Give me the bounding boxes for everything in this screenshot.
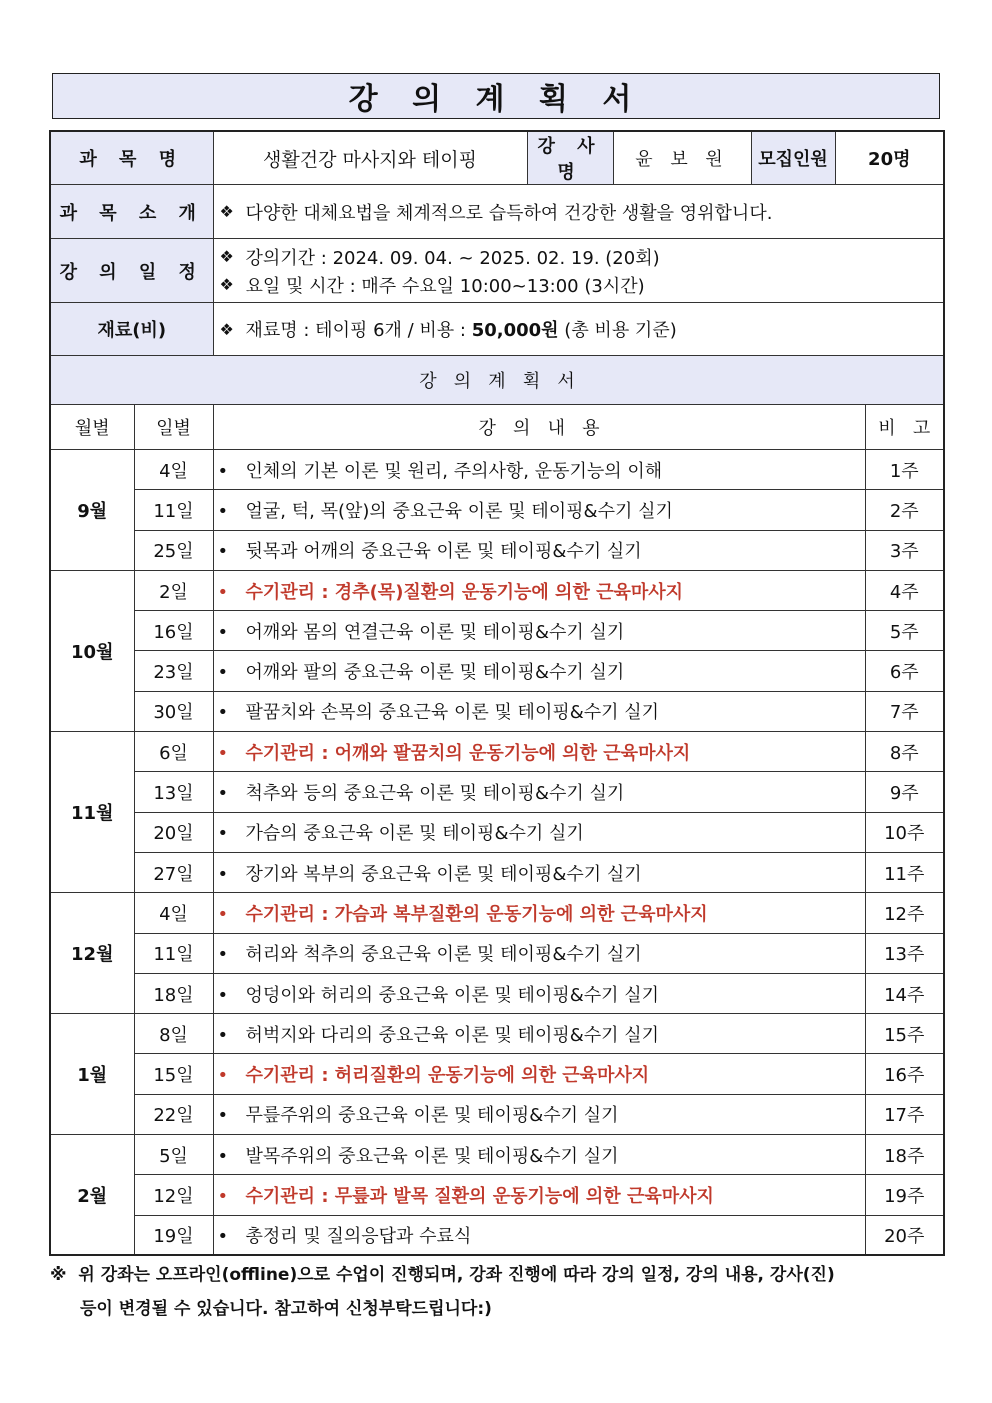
- lecture-content-text: 수기관리 : 무릎과 발목 질환의 운동기능에 의한 근육마사지: [245, 1185, 714, 1207]
- schedule-row: [50, 1215, 944, 1255]
- col-day-header: 일별: [134, 405, 213, 450]
- lecture-content-cell: [213, 933, 865, 973]
- schedule-row: [50, 490, 944, 530]
- lecture-content-text: 어깨와 몸의 연결근육 이론 및 테이핑&수기 실기: [245, 621, 625, 643]
- month-cell: 2월: [50, 1135, 134, 1256]
- lecture-content-text: 수기관리 : 허리질환의 운동기능에 의한 근육마사지: [245, 1065, 650, 1087]
- intro-cell: [213, 185, 944, 239]
- bullet-icon: •: [217, 944, 229, 966]
- schedule-row: [50, 973, 944, 1013]
- lecture-content-text: 수기관리 : 어깨와 팔꿈치의 운동기능에 의한 근육마사지: [245, 742, 691, 764]
- diamond-bullet-icon: ❖: [219, 319, 234, 339]
- schedule-row: [50, 611, 944, 651]
- lecture-content-text: 척추와 등의 중요근육 이론 및 테이핑&수기 실기: [245, 783, 625, 805]
- material-cell: [213, 303, 944, 356]
- lecture-content-text: 무릎주위의 중요근육 이론 및 테이핑&수기 실기: [245, 1105, 619, 1127]
- course-plan-table: [49, 130, 945, 1256]
- schedule-row: [50, 1094, 944, 1134]
- lecture-content-text: 허벅지와 다리의 중요근육 이론 및 테이핑&수기 실기: [245, 1024, 660, 1046]
- lecture-content-text: 수기관리 : 가슴과 복부질환의 운동기능에 의한 근육마사지: [245, 903, 708, 925]
- week-note-cell: 20주: [865, 1215, 944, 1255]
- material-cost: 50,000원: [471, 320, 559, 341]
- schedule-row: [50, 691, 944, 731]
- bullet-icon: •: [217, 742, 229, 764]
- day-cell: 8일: [134, 1014, 213, 1054]
- diamond-bullet-icon: ❖: [219, 247, 234, 266]
- intro-text: 다양한 대체요법을 체계적으로 습득하여 건강한 생활을 영위합니다.: [245, 202, 773, 224]
- lecture-content-cell: [213, 772, 865, 812]
- week-note-cell: 11주: [865, 852, 944, 892]
- lecture-content-text: 어깨와 팔의 중요근육 이론 및 테이핑&수기 실기: [245, 662, 625, 684]
- day-cell: 27일: [134, 852, 213, 892]
- week-note-cell: 4주: [865, 570, 944, 610]
- lecture-content-text: 총정리 및 질의응답과 수료식: [245, 1226, 472, 1248]
- day-cell: 25일: [134, 530, 213, 570]
- lecture-content-text: 장기와 복부의 중요근육 이론 및 테이핑&수기 실기: [245, 863, 642, 885]
- schedule-row: [50, 1054, 944, 1094]
- lecture-content-text: 얼굴, 턱, 목(앞)의 중요근육 이론 및 테이핑&수기 실기: [245, 500, 673, 522]
- col-month-header: 월별: [50, 405, 134, 450]
- month-cell: 11월: [50, 732, 134, 893]
- schedule-row: [50, 852, 944, 892]
- bullet-icon: •: [217, 903, 229, 925]
- schedule-row: [50, 893, 944, 933]
- lecture-content-text: 인체의 기본 이론 및 원리, 주의사항, 운동기능의 이해: [245, 460, 663, 482]
- day-cell: 12일: [134, 1175, 213, 1215]
- week-note-cell: 1주: [865, 450, 944, 490]
- day-cell: 22일: [134, 1094, 213, 1134]
- week-note-cell: 3주: [865, 530, 944, 570]
- schedule-row: [50, 570, 944, 610]
- week-note-cell: 17주: [865, 1094, 944, 1134]
- bullet-icon: •: [217, 783, 229, 805]
- schedule-row: [50, 651, 944, 691]
- lecture-content-cell: [213, 1014, 865, 1054]
- lecture-content-cell: [213, 1175, 865, 1215]
- lecture-content-cell: [213, 490, 865, 530]
- instructor-value: 윤 보 원: [613, 131, 751, 185]
- course-material-row: [50, 303, 944, 356]
- lecture-content-text: 발목주위의 중요근육 이론 및 테이핑&수기 실기: [245, 1145, 619, 1167]
- intro-label: 과 목 소 개: [50, 185, 213, 239]
- day-cell: 4일: [134, 893, 213, 933]
- capacity-value: 20명: [835, 131, 944, 185]
- capacity-label: 모집인원: [751, 131, 835, 185]
- lecture-content-text: 허리와 척추의 중요근육 이론 및 테이핑&수기 실기: [245, 944, 642, 966]
- month-cell: 10월: [50, 570, 134, 731]
- week-note-cell: 16주: [865, 1054, 944, 1094]
- lecture-content-cell: [213, 611, 865, 651]
- lecture-content-cell: [213, 570, 865, 610]
- plan-section-header: [50, 356, 944, 405]
- subject-label: 과 목 명: [50, 131, 213, 185]
- schedule-row: [50, 1014, 944, 1054]
- week-note-cell: 19주: [865, 1175, 944, 1215]
- bullet-icon: •: [217, 581, 229, 603]
- schedule-row: [50, 450, 944, 490]
- day-cell: 4일: [134, 450, 213, 490]
- bullet-icon: •: [217, 1065, 229, 1087]
- week-note-cell: 14주: [865, 973, 944, 1013]
- material-label: 재료(비): [50, 303, 213, 356]
- schedule-label: 강 의 일 정: [50, 239, 213, 303]
- week-note-cell: 5주: [865, 611, 944, 651]
- week-note-cell: 13주: [865, 933, 944, 973]
- bullet-icon: •: [217, 621, 229, 643]
- lecture-content-cell: [213, 852, 865, 892]
- lecture-content-cell: [213, 1094, 865, 1134]
- day-cell: 23일: [134, 651, 213, 691]
- course-schedule-row: [50, 239, 944, 303]
- bullet-icon: •: [217, 1185, 229, 1207]
- schedule-row: [50, 530, 944, 570]
- subject-value: 생활건강 마사지와 테이핑: [213, 131, 527, 185]
- material-prefix: 재료명 : 테이핑 6개 / 비용 :: [245, 320, 472, 341]
- schedule-row: [50, 732, 944, 772]
- schedule-row: [50, 1135, 944, 1175]
- schedule-period: 강의기간 : 2024. 09. 04. ~ 2025. 02. 19. (20회): [245, 247, 660, 269]
- bullet-icon: •: [217, 662, 229, 684]
- schedule-time: 요일 및 시간 : 매주 수요일 10:00~13:00 (3시간): [245, 275, 645, 297]
- schedule-row: [50, 812, 944, 852]
- day-cell: 13일: [134, 772, 213, 812]
- lecture-content-cell: [213, 893, 865, 933]
- bullet-icon: •: [217, 823, 229, 845]
- col-note-header: 비 고: [865, 405, 944, 450]
- material-suffix: (총 비용 기준): [558, 320, 677, 341]
- week-note-cell: 6주: [865, 651, 944, 691]
- lecture-content-cell: [213, 530, 865, 570]
- plan-section-title: 강 의 계 획 서: [50, 356, 944, 405]
- bullet-icon: •: [217, 1105, 229, 1127]
- instructor-label: 강 사 명: [527, 131, 613, 185]
- col-content-header: 강 의 내 용: [213, 405, 865, 450]
- footnote-line-1: ※ 위 강좌는 오프라인(offline)으로 수업이 진행되며, 강좌 진행에 따라 강의 일정, 강의 내용, 강사(진): [50, 1265, 835, 1285]
- schedule-cell: [213, 239, 944, 303]
- schedule-row: [50, 1175, 944, 1215]
- day-cell: 20일: [134, 812, 213, 852]
- day-cell: 6일: [134, 732, 213, 772]
- week-note-cell: 15주: [865, 1014, 944, 1054]
- day-cell: 11일: [134, 933, 213, 973]
- bullet-icon: •: [217, 1145, 229, 1167]
- lecture-content-text: 엉덩이와 허리의 중요근육 이론 및 테이핑&수기 실기: [245, 984, 660, 1006]
- footnote-line-2: 등이 변경될 수 있습니다. 참고하여 신청부탁드립니다:): [80, 1299, 492, 1319]
- day-cell: 16일: [134, 611, 213, 651]
- lecture-content-cell: [213, 651, 865, 691]
- diamond-bullet-icon: ❖: [219, 202, 234, 221]
- footnote: [50, 1258, 945, 1326]
- week-note-cell: 18주: [865, 1135, 944, 1175]
- day-cell: 18일: [134, 973, 213, 1013]
- lecture-content-cell: [213, 732, 865, 772]
- document-title: 강 의 계 획 서: [52, 73, 940, 119]
- bullet-icon: •: [217, 460, 229, 482]
- schedule-row: [50, 933, 944, 973]
- bullet-icon: •: [217, 863, 229, 885]
- day-cell: 30일: [134, 691, 213, 731]
- week-note-cell: 10주: [865, 812, 944, 852]
- day-cell: 15일: [134, 1054, 213, 1094]
- day-cell: 5일: [134, 1135, 213, 1175]
- week-note-cell: 7주: [865, 691, 944, 731]
- bullet-icon: •: [217, 1024, 229, 1046]
- day-cell: 11일: [134, 490, 213, 530]
- lecture-content-cell: [213, 812, 865, 852]
- lecture-content-cell: [213, 1215, 865, 1255]
- lecture-content-cell: [213, 691, 865, 731]
- course-intro-row: [50, 185, 944, 239]
- bullet-icon: •: [217, 702, 229, 724]
- bullet-icon: •: [217, 500, 229, 522]
- day-cell: 19일: [134, 1215, 213, 1255]
- week-note-cell: 2주: [865, 490, 944, 530]
- lecture-content-cell: [213, 973, 865, 1013]
- bullet-icon: •: [217, 541, 229, 563]
- lecture-content-text: 뒷목과 어깨의 중요근육 이론 및 테이핑&수기 실기: [245, 541, 642, 563]
- plan-column-header: [50, 405, 944, 450]
- lecture-content-text: 수기관리 : 경추(목)질환의 운동기능에 의한 근육마사지: [245, 581, 684, 603]
- week-note-cell: 8주: [865, 732, 944, 772]
- course-name-row: [50, 131, 944, 185]
- lecture-content-text: 가슴의 중요근육 이론 및 테이핑&수기 실기: [245, 823, 584, 845]
- month-cell: 1월: [50, 1014, 134, 1135]
- schedule-row: [50, 772, 944, 812]
- lecture-content-cell: [213, 450, 865, 490]
- week-note-cell: 12주: [865, 893, 944, 933]
- lecture-content-text: 팔꿈치와 손목의 중요근육 이론 및 테이핑&수기 실기: [245, 702, 660, 724]
- month-cell: 9월: [50, 450, 134, 571]
- week-note-cell: 9주: [865, 772, 944, 812]
- day-cell: 2일: [134, 570, 213, 610]
- month-cell: 12월: [50, 893, 134, 1014]
- lecture-content-cell: [213, 1054, 865, 1094]
- bullet-icon: •: [217, 1226, 229, 1248]
- bullet-icon: •: [217, 984, 229, 1006]
- diamond-bullet-icon: ❖: [219, 275, 234, 294]
- lecture-content-cell: [213, 1135, 865, 1175]
